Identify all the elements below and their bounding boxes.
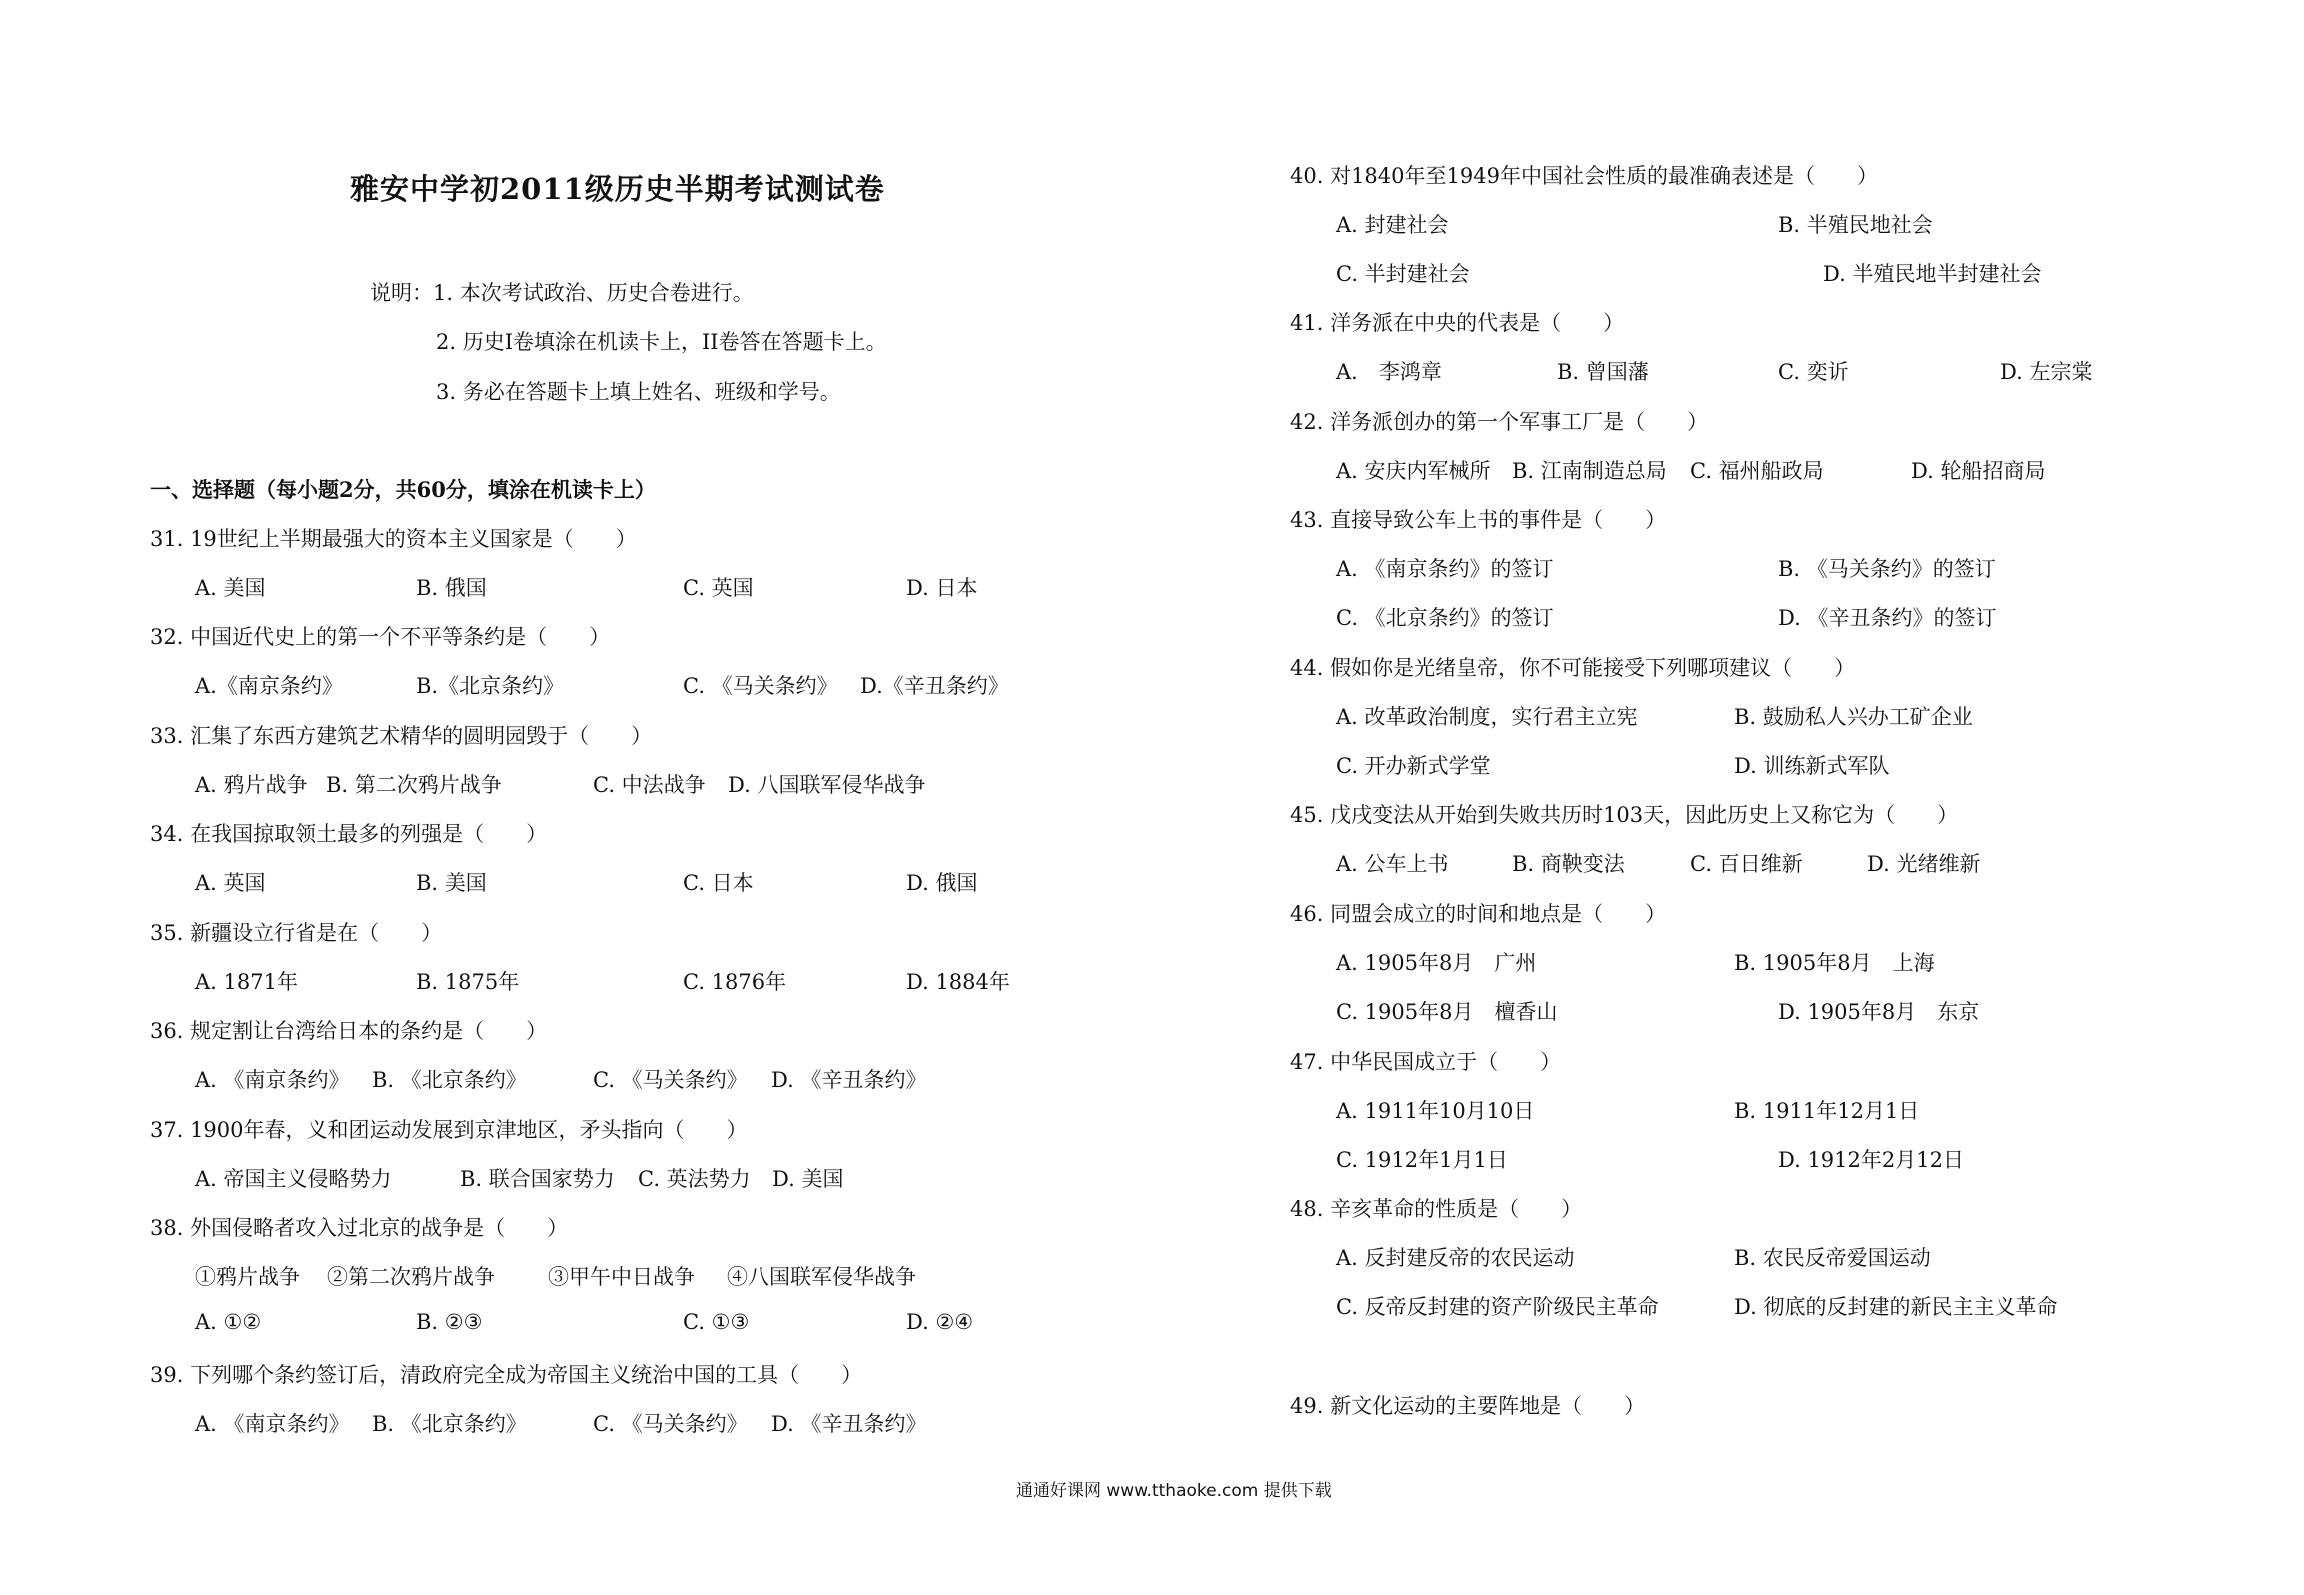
q41-option-a: A． 李鸿章 xyxy=(1336,360,1442,384)
note-line-3: 3. 务必在答题卡上填上姓名、班级和学号。 xyxy=(436,380,841,404)
q31-option-b: B. 俄国 xyxy=(416,576,487,600)
q47-option-b: B. 1911年12月1日 xyxy=(1734,1099,1920,1123)
question-46: 46. 同盟会成立的时间和地点是（ ） xyxy=(1290,902,1667,926)
question-32: 32. 中国近代史上的第一个不平等条约是（ ） xyxy=(150,625,611,649)
q36-option-c: C. 《马关条约》 xyxy=(593,1068,748,1092)
q36-option-a: A. 《南京条约》 xyxy=(195,1068,350,1092)
q37-option-c: C. 英法势力 xyxy=(638,1167,751,1191)
q34-option-c: C. 日本 xyxy=(683,871,754,895)
question-43: 43. 直接导致公车上书的事件是（ ） xyxy=(1290,508,1667,532)
q40-option-a: A. 封建社会 xyxy=(1336,213,1449,237)
q48-option-a: A. 反封建反帝的农民运动 xyxy=(1336,1246,1575,1270)
q35-option-b: B. 1875年 xyxy=(416,970,520,994)
q35-option-c: C. 1876年 xyxy=(683,970,787,994)
q38-option-d: D. ②④ xyxy=(906,1310,974,1334)
question-39: 39. 下列哪个条约签订后，清政府完全成为帝国主义统治中国的工具（ ） xyxy=(150,1363,863,1387)
note-line-2: 2. 历史Ⅰ卷填涂在机读卡上，II卷答在答题卡上。 xyxy=(436,330,887,354)
q44-option-d: D. 训练新式军队 xyxy=(1734,754,1890,778)
q33-option-c: C. 中法战争 xyxy=(593,773,706,797)
q38-item-2: ②第二次鸦片战争 xyxy=(327,1265,495,1289)
q43-option-a: A. 《南京条约》的签订 xyxy=(1336,557,1554,581)
q46-option-a: A. 1905年8月 广州 xyxy=(1336,951,1537,975)
q38-item-4: ④八国联军侵华战争 xyxy=(727,1265,916,1289)
q34-option-a: A. 英国 xyxy=(195,871,266,895)
question-48: 48. 辛亥革命的性质是（ ） xyxy=(1290,1197,1583,1221)
q32-option-b: B.《北京条约》 xyxy=(416,674,565,698)
q34-option-b: B. 美国 xyxy=(416,871,487,895)
q39-option-a: A. 《南京条约》 xyxy=(195,1412,350,1436)
q36-option-d: D. 《辛丑条约》 xyxy=(771,1068,927,1092)
q43-option-d: D. 《辛丑条约》的签订 xyxy=(1778,606,1997,630)
q40-option-c: C. 半封建社会 xyxy=(1336,262,1470,286)
q38-option-a: A. ①② xyxy=(195,1310,262,1334)
q38-item-3: ③甲午中日战争 xyxy=(548,1265,695,1289)
q42-option-a: A. 安庆内军械所 xyxy=(1336,459,1491,483)
q42-option-b: B. 江南制造总局 xyxy=(1512,459,1667,483)
page-footer: 通通好课网 www.tthaoke.com 提供下载 xyxy=(1016,1481,1332,1501)
question-35: 35. 新疆设立行省是在（ ） xyxy=(150,921,443,945)
question-36: 36. 规定割让台湾给日本的条约是（ ） xyxy=(150,1019,548,1043)
q45-option-b: B. 商鞅变法 xyxy=(1512,852,1625,876)
page-title: 雅安中学初2011级历史半期考试测试卷 xyxy=(350,172,885,206)
question-34: 34. 在我国掠取领土最多的列强是（ ） xyxy=(150,822,548,846)
q47-option-d: D. 1912年2月12日 xyxy=(1778,1148,1964,1172)
q41-option-d: D. 左宗棠 xyxy=(2000,360,2093,384)
q38-option-b: B. ②③ xyxy=(416,1310,483,1334)
q38-item-1: ①鸦片战争 xyxy=(195,1265,300,1289)
question-31: 31. 19世纪上半期最强大的资本主义国家是（ ） xyxy=(150,527,637,551)
q46-option-d: D. 1905年8月 东京 xyxy=(1778,1000,1980,1024)
question-38: 38. 外国侵略者攻入过北京的战争是（ ） xyxy=(150,1216,569,1240)
q38-option-c: C. ①③ xyxy=(683,1310,750,1334)
q42-option-d: D. 轮船招商局 xyxy=(1911,459,2046,483)
q32-option-c: C. 《马关条约》 xyxy=(683,674,838,698)
q42-option-c: C. 福州船政局 xyxy=(1690,459,1824,483)
question-37: 37. 1900年春，义和团运动发展到京津地区，矛头指向（ ） xyxy=(150,1118,748,1142)
q35-option-d: D. 1884年 xyxy=(906,970,1010,994)
q37-option-b: B. 联合国家势力 xyxy=(460,1167,615,1191)
question-33: 33. 汇集了东西方建筑艺术精华的圆明园毁于（ ） xyxy=(150,724,653,748)
q39-option-d: D. 《辛丑条约》 xyxy=(771,1412,927,1436)
q48-option-c: C. 反帝反封建的资产阶级民主革命 xyxy=(1336,1295,1659,1319)
q44-option-a: A. 改革政治制度，实行君主立宪 xyxy=(1336,705,1638,729)
q37-option-d: D. 美国 xyxy=(772,1167,844,1191)
question-49: 49. 新文化运动的主要阵地是（ ） xyxy=(1290,1394,1646,1418)
q45-option-a: A. 公车上书 xyxy=(1336,852,1449,876)
question-41: 41. 洋务派在中央的代表是（ ） xyxy=(1290,311,1625,335)
q44-option-b: B. 鼓励私人兴办工矿企业 xyxy=(1734,705,1973,729)
q34-option-d: D. 俄国 xyxy=(906,871,978,895)
q48-option-d: D. 彻底的反封建的新民主主义革命 xyxy=(1734,1295,2058,1319)
q43-option-c: C. 《北京条约》的签订 xyxy=(1336,606,1554,630)
q35-option-a: A. 1871年 xyxy=(195,970,298,994)
q33-option-d: D. 八国联军侵华战争 xyxy=(728,773,926,797)
q41-option-b: B. 曾国藩 xyxy=(1557,360,1649,384)
q45-option-d: D. 光绪维新 xyxy=(1867,852,1981,876)
note-line-1: 说明：1. 本次考试政治、历史合卷进行。 xyxy=(370,281,754,305)
question-40: 40. 对1840年至1949年中国社会性质的最准确表述是（ ） xyxy=(1290,164,1878,188)
q46-option-c: C. 1905年8月 檀香山 xyxy=(1336,1000,1558,1024)
question-47: 47. 中华民国成立于（ ） xyxy=(1290,1050,1562,1074)
q47-option-c: C. 1912年1月1日 xyxy=(1336,1148,1508,1172)
question-44: 44. 假如你是光绪皇帝，你不可能接受下列哪项建议（ ） xyxy=(1290,656,1856,680)
q33-option-b: B. 第二次鸦片战争 xyxy=(326,773,502,797)
q32-option-d: D.《辛丑条约》 xyxy=(860,674,1009,698)
question-42: 42. 洋务派创办的第一个军事工厂是（ ） xyxy=(1290,410,1709,434)
q37-option-a: A. 帝国主义侵略势力 xyxy=(195,1167,392,1191)
section-title: 一、选择题（每小题2分，共60分，填涂在机读卡上） xyxy=(150,477,656,502)
q41-option-c: C. 奕䜣 xyxy=(1778,360,1849,384)
q45-option-c: C. 百日维新 xyxy=(1690,852,1803,876)
q48-option-b: B. 农民反帝爱国运动 xyxy=(1734,1246,1931,1270)
q40-option-d: D. 半殖民地半封建社会 xyxy=(1823,262,2042,286)
q32-option-a: A.《南京条约》 xyxy=(195,674,343,698)
q33-option-a: A. 鸦片战争 xyxy=(195,773,308,797)
q47-option-a: A. 1911年10月10日 xyxy=(1336,1099,1535,1123)
q39-option-b: B. 《北京条约》 xyxy=(372,1412,527,1436)
q31-option-d: D. 日本 xyxy=(906,576,978,600)
question-45: 45. 戊戌变法从开始到失败共历时103天，因此历史上又称它为（ ） xyxy=(1290,803,1959,827)
q46-option-b: B. 1905年8月 上海 xyxy=(1734,951,1935,975)
q44-option-c: C. 开办新式学堂 xyxy=(1336,754,1491,778)
q31-option-c: C. 英国 xyxy=(683,576,754,600)
q36-option-b: B. 《北京条约》 xyxy=(372,1068,527,1092)
q39-option-c: C. 《马关条约》 xyxy=(593,1412,748,1436)
q43-option-b: B. 《马关条约》的签订 xyxy=(1778,557,1996,581)
q31-option-a: A. 美国 xyxy=(195,576,266,600)
q40-option-b: B. 半殖民地社会 xyxy=(1778,213,1933,237)
